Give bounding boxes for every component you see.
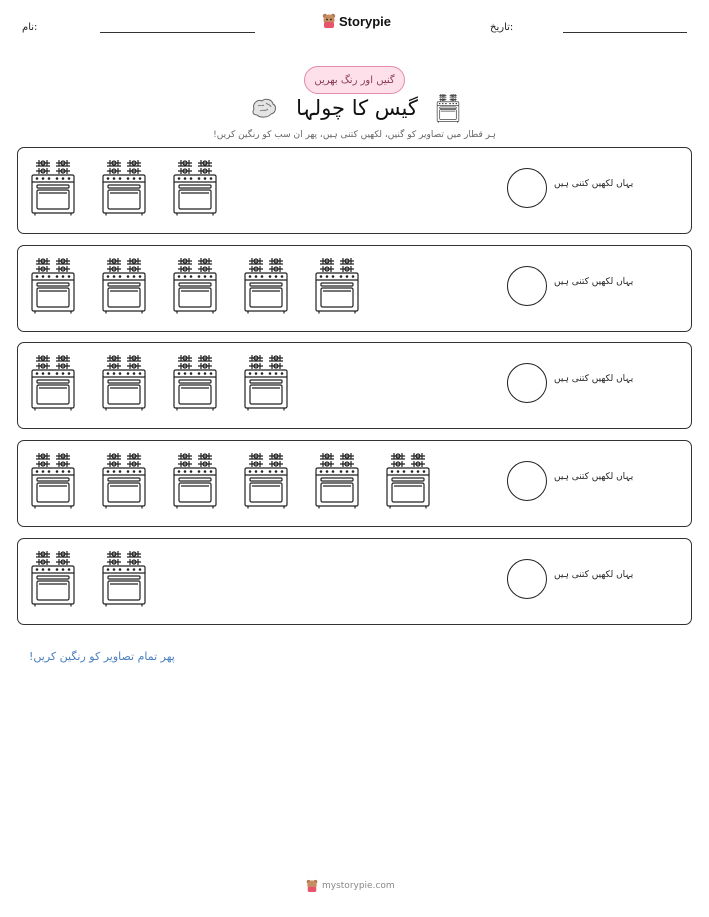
page-title: گیس کا چولہا xyxy=(296,96,418,120)
answer-circle[interactable] xyxy=(507,266,547,306)
count-row xyxy=(17,245,692,332)
answer-prompt: یہاں لکھیں کتنی ہیں xyxy=(554,277,634,287)
answer-prompt: یہاں لکھیں کتنی ہیں xyxy=(554,570,634,580)
stove-icon xyxy=(243,353,289,411)
answer-circle[interactable] xyxy=(507,168,547,208)
stove-icon xyxy=(30,549,76,607)
stove-group xyxy=(30,451,431,509)
stove-icon xyxy=(101,451,147,509)
stove-icon xyxy=(30,353,76,411)
stove-icon xyxy=(243,256,289,314)
title-row xyxy=(250,93,460,123)
stove-icon xyxy=(172,158,218,216)
brand-name: Storypie xyxy=(339,13,392,29)
answer-circle[interactable] xyxy=(507,559,547,599)
answer-prompt: یہاں لکھیں کتنی ہیں xyxy=(554,472,634,482)
footer-url: mystorypie.com xyxy=(322,881,395,891)
stove-icon xyxy=(436,93,460,123)
stove-icon xyxy=(30,451,76,509)
stove-icon xyxy=(101,549,147,607)
name-field-line[interactable] xyxy=(100,32,255,33)
stove-icon xyxy=(101,353,147,411)
activity-badge: گنیں اور رنگ بھریں xyxy=(304,66,405,94)
footer-note: پھر تمام تصاویر کو رنگین کریں! xyxy=(29,650,175,663)
instructions: ہر قطار میں تصاویر کو گنیں، لکھیں کتنی ہیں، پھر ان سب کو رنگین کریں! xyxy=(213,130,496,140)
date-field-line[interactable] xyxy=(563,32,687,33)
stove-icon xyxy=(30,256,76,314)
bear-logo-icon xyxy=(322,13,336,29)
answer-prompt: یہاں لکھیں کتنی ہیں xyxy=(554,374,634,384)
count-row xyxy=(17,538,692,625)
brand xyxy=(322,13,391,29)
stove-icon xyxy=(172,256,218,314)
answer-circle[interactable] xyxy=(507,363,547,403)
stove-icon xyxy=(101,256,147,314)
stove-icon xyxy=(314,256,360,314)
stove-icon xyxy=(314,451,360,509)
date-label: تاریخ: xyxy=(490,22,514,33)
stove-icon xyxy=(385,451,431,509)
count-row xyxy=(17,147,692,234)
count-row xyxy=(17,342,692,429)
stove-group xyxy=(30,158,218,216)
answer-circle[interactable] xyxy=(507,461,547,501)
stove-icon xyxy=(243,451,289,509)
stove-icon xyxy=(101,158,147,216)
stove-icon xyxy=(30,158,76,216)
answer-prompt: یہاں لکھیں کتنی ہیں xyxy=(554,179,634,189)
stove-icon xyxy=(172,353,218,411)
footer xyxy=(306,879,395,893)
brain-icon xyxy=(250,97,278,119)
stove-icon xyxy=(172,451,218,509)
name-label: نام: xyxy=(22,22,38,33)
bear-logo-icon xyxy=(306,879,318,893)
count-row xyxy=(17,440,692,527)
stove-group xyxy=(30,353,289,411)
stove-group xyxy=(30,549,147,607)
stove-group xyxy=(30,256,360,314)
